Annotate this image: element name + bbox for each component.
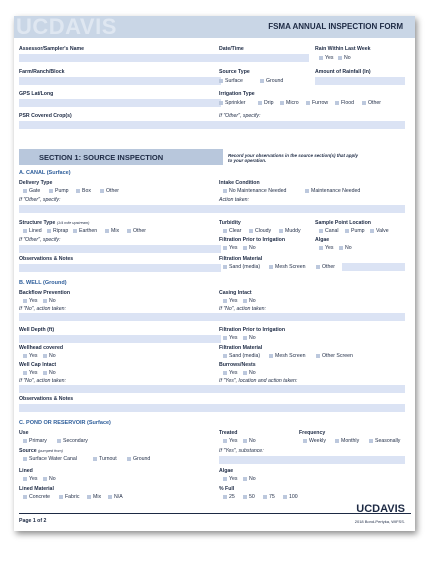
casing-yes-checkbox[interactable]: Yes xyxy=(223,298,237,304)
gps-field[interactable] xyxy=(19,99,221,107)
footer-credit: 2018 Bond-Pertyka, WIFSS. xyxy=(354,519,405,524)
burrows-label: Burrows/Nests xyxy=(219,362,256,368)
irrigation-label: Irrigation Type xyxy=(219,91,255,97)
inspection-form-page xyxy=(14,16,415,531)
footer-logo: UCDAVIS xyxy=(356,503,405,515)
full-50-checkbox[interactable]: 50 xyxy=(243,494,255,500)
gps-label: GPS Lat/Long xyxy=(19,91,54,97)
treated-yes-checkbox[interactable]: Yes xyxy=(223,438,237,444)
canal-fpi-no-checkbox[interactable]: No xyxy=(243,245,256,251)
spl-pump-checkbox[interactable]: Pump xyxy=(345,228,365,234)
section1-title: SECTION 1: SOURCE INSPECTION xyxy=(39,153,164,162)
canal-fpi-yes-checkbox[interactable]: Yes xyxy=(223,245,237,251)
spl-valve-checkbox[interactable]: Valve xyxy=(370,228,389,234)
form-title: FSMA ANNUAL INSPECTION FORM xyxy=(268,22,403,31)
src-turnout-checkbox[interactable]: Turnout xyxy=(93,456,117,462)
well-obs-label: Observations & Notes xyxy=(19,396,74,402)
structure-other-checkbox[interactable]: Other xyxy=(127,228,146,234)
canal-algae-yes-checkbox[interactable]: Yes xyxy=(319,245,333,251)
treated-no-checkbox[interactable]: No xyxy=(243,438,256,444)
treated-substance-label: If "Yes", substance: xyxy=(219,448,264,454)
rainfall-label: Amount of Rainfall (In) xyxy=(315,69,371,75)
section1-bar xyxy=(19,149,223,165)
freq-seasonally-checkbox[interactable]: Seasonally xyxy=(369,438,400,444)
full-label: % Full xyxy=(219,486,235,492)
structure-label: Structure Type (1/4 mile upstream) xyxy=(19,220,90,226)
canal-algae-label: Algae xyxy=(315,237,330,243)
lm-concrete-checkbox[interactable]: Concrete xyxy=(23,494,50,500)
date-field[interactable] xyxy=(219,54,309,62)
lm-na-checkbox[interactable]: N/A xyxy=(108,494,123,500)
turbidity-muddy-checkbox[interactable]: Muddy xyxy=(279,228,301,234)
structure-riprap-checkbox[interactable]: Riprap xyxy=(47,228,68,234)
well-section-title: B. WELL (Ground) xyxy=(19,280,67,286)
pond-source-label: Source (pumped from) xyxy=(19,448,63,454)
well-fpi-yes-checkbox[interactable]: Yes xyxy=(223,335,237,341)
canal-fm-label: Filtration Material xyxy=(219,256,263,262)
casing-action-field[interactable] xyxy=(219,313,405,321)
wellcap-action-field[interactable] xyxy=(19,385,221,393)
wellhead-label: Wellhead covered xyxy=(19,345,64,351)
delivery-other-specify-label: If "Other", specify: xyxy=(19,197,61,203)
backflow-action-field[interactable] xyxy=(19,313,221,321)
intake-maint-checkbox[interactable]: Maintenance Needed xyxy=(305,188,360,194)
rainfall-field[interactable] xyxy=(315,77,405,85)
well-obs-field[interactable] xyxy=(19,404,405,412)
well-fm-other-checkbox[interactable]: Other Screen xyxy=(316,353,353,359)
casing-no-checkbox[interactable]: No xyxy=(243,298,256,304)
irr-furrow-checkbox[interactable]: Furrow xyxy=(306,100,328,106)
burrows-action-label: If "Yes", location and action taken: xyxy=(219,378,298,384)
intake-action-label: Action taken: xyxy=(219,197,249,203)
pond-algae-yes-checkbox[interactable]: Yes xyxy=(223,476,237,482)
irr-other-specify-label: If "Other", specify: xyxy=(219,113,261,119)
canal-obs-field[interactable] xyxy=(19,264,221,272)
full-75-checkbox[interactable]: 75 xyxy=(263,494,275,500)
src-canal-checkbox[interactable]: Surface Water Canal xyxy=(23,456,77,462)
date-label: Date/Time xyxy=(219,46,244,52)
wellhead-yes-checkbox[interactable]: Yes xyxy=(23,353,37,359)
irr-other-checkbox[interactable]: Other xyxy=(362,100,381,106)
structure-mix-checkbox[interactable]: Mix xyxy=(105,228,119,234)
page-number: Page 1 of 2 xyxy=(19,518,47,524)
irr-flood-checkbox[interactable]: Flood xyxy=(335,100,354,106)
rain-label: Rain Within Last Week xyxy=(315,46,371,52)
freq-weekly-checkbox[interactable]: Weekly xyxy=(303,438,326,444)
delivery-gate-checkbox[interactable]: Gate xyxy=(23,188,40,194)
section1-note: Record your observations in the source section(s) that apply to your operation. xyxy=(228,153,359,163)
casing-action-label: If "No", action taken: xyxy=(219,306,266,312)
assessor-label: Assessor/Sampler's Name xyxy=(19,46,84,52)
psr-field[interactable] xyxy=(19,121,221,129)
delivery-other-checkbox[interactable]: Other xyxy=(100,188,119,194)
psr-label: PSR Covered Crop(s) xyxy=(19,113,72,119)
wellcap-no-checkbox[interactable]: No xyxy=(43,370,56,376)
pond-section-title: C. POND OR RESERVOIR (Surface) xyxy=(19,420,111,426)
delivery-box-checkbox[interactable]: Box xyxy=(76,188,91,194)
delivery-pump-checkbox[interactable]: Pump xyxy=(49,188,69,194)
canal-fpi-label: Filtration Prior to Irrigation xyxy=(219,237,285,243)
use-label: Use xyxy=(19,430,29,436)
lined-material-label: Lined Material xyxy=(19,486,54,492)
lm-mix-checkbox[interactable]: Mix xyxy=(87,494,101,500)
sample-point-label: Sample Point Location xyxy=(315,220,371,226)
backflow-label: Backflow Prevention xyxy=(19,290,71,296)
rain-yes-checkbox[interactable]: Yes xyxy=(319,55,333,61)
form-header xyxy=(14,16,415,38)
full-25-checkbox[interactable]: 25 xyxy=(223,494,235,500)
burrows-yes-checkbox[interactable]: Yes xyxy=(223,370,237,376)
lined-no-checkbox[interactable]: No xyxy=(43,476,56,482)
canal-fm-other-checkbox[interactable]: Other xyxy=(316,264,335,270)
intake-no-maint-checkbox[interactable]: No Maintenance Needed xyxy=(223,188,286,194)
pond-algae-no-checkbox[interactable]: No xyxy=(243,476,256,482)
well-depth-label: Well Depth (ft) xyxy=(19,327,55,333)
delivery-label: Delivery Type xyxy=(19,180,53,186)
structure-other-specify-label: If "Other", specify: xyxy=(19,237,61,243)
spl-canal-checkbox[interactable]: Canal xyxy=(319,228,339,234)
use-primary-checkbox[interactable]: Primary xyxy=(23,438,47,444)
burrows-action-field[interactable] xyxy=(219,385,405,393)
well-fm-label: Filtration Material xyxy=(219,345,263,351)
treated-substance-field[interactable] xyxy=(219,456,405,464)
turbidity-clear-checkbox[interactable]: Clear xyxy=(223,228,241,234)
source-type-label: Source Type xyxy=(219,69,250,75)
irr-micro-checkbox[interactable]: Micro xyxy=(280,100,299,106)
footer-divider xyxy=(19,513,411,514)
structure-lined-checkbox[interactable]: Lined xyxy=(23,228,42,234)
well-fpi-label: Filtration Prior to Irrigation xyxy=(219,327,285,333)
source-ground-checkbox[interactable]: Ground xyxy=(260,78,283,84)
freq-monthly-checkbox[interactable]: Monthly xyxy=(335,438,359,444)
wellcap-label: Well Cap Intact xyxy=(19,362,57,368)
full-100-checkbox[interactable]: 100 xyxy=(283,494,298,500)
frequency-label: Frequency xyxy=(299,430,326,436)
irr-sprinkler-checkbox[interactable]: Sprinkler xyxy=(219,100,245,106)
farm-field[interactable] xyxy=(19,77,221,85)
lm-fabric-checkbox[interactable]: Fabric xyxy=(59,494,79,500)
turbidity-cloudy-checkbox[interactable]: Cloudy xyxy=(249,228,271,234)
turbidity-label: Turbidity xyxy=(219,220,241,226)
wellcap-action-label: If "No", action taken: xyxy=(19,378,66,384)
irr-other-specify-field[interactable] xyxy=(219,121,405,129)
structure-other-specify-field[interactable] xyxy=(19,245,221,253)
canal-fm-mesh-checkbox[interactable]: Mesh Screen xyxy=(269,264,306,270)
rain-no-checkbox[interactable]: No xyxy=(338,55,351,61)
burrows-no-checkbox[interactable]: No xyxy=(243,370,256,376)
canal-section-title: A. CANAL (Surface) xyxy=(19,170,71,176)
canal-fm-sand-checkbox[interactable]: Sand (media) xyxy=(223,264,260,270)
backflow-yes-checkbox[interactable]: Yes xyxy=(23,298,37,304)
use-secondary-checkbox[interactable]: Secondary xyxy=(57,438,88,444)
lined-label: Lined xyxy=(19,468,33,474)
pond-algae-label: Algae xyxy=(219,468,234,474)
assessor-field[interactable] xyxy=(19,54,221,62)
lined-yes-checkbox[interactable]: Yes xyxy=(23,476,37,482)
farm-label: Farm/Ranch/Block xyxy=(19,69,65,75)
well-fpi-no-checkbox[interactable]: No xyxy=(243,335,256,341)
source-surface-checkbox[interactable]: Surface xyxy=(219,78,243,84)
backflow-no-checkbox[interactable]: No xyxy=(43,298,56,304)
delivery-other-specify-field[interactable] xyxy=(19,205,221,213)
treated-label: Treated xyxy=(219,430,238,436)
well-depth-field[interactable] xyxy=(19,335,221,343)
well-fm-sand-checkbox[interactable]: Sand (media) xyxy=(223,353,260,359)
intake-action-field[interactable] xyxy=(219,205,405,213)
wellhead-no-checkbox[interactable]: No xyxy=(43,353,56,359)
intake-label: Intake Condition xyxy=(219,180,260,186)
structure-earthen-checkbox[interactable]: Earthen xyxy=(73,228,97,234)
irr-drip-checkbox[interactable]: Drip xyxy=(258,100,274,106)
canal-algae-no-checkbox[interactable]: No xyxy=(339,245,352,251)
backflow-action-label: If "No", action taken: xyxy=(19,306,66,312)
canal-obs-label: Observations & Notes xyxy=(19,256,74,262)
header-logo: UCDAVIS xyxy=(16,16,117,39)
src-ground-checkbox[interactable]: Ground xyxy=(127,456,150,462)
casing-label: Casing Intact xyxy=(219,290,252,296)
well-fm-mesh-checkbox[interactable]: Mesh Screen xyxy=(269,353,306,359)
canal-fm-other-field[interactable] xyxy=(342,263,405,271)
wellcap-yes-checkbox[interactable]: Yes xyxy=(23,370,37,376)
